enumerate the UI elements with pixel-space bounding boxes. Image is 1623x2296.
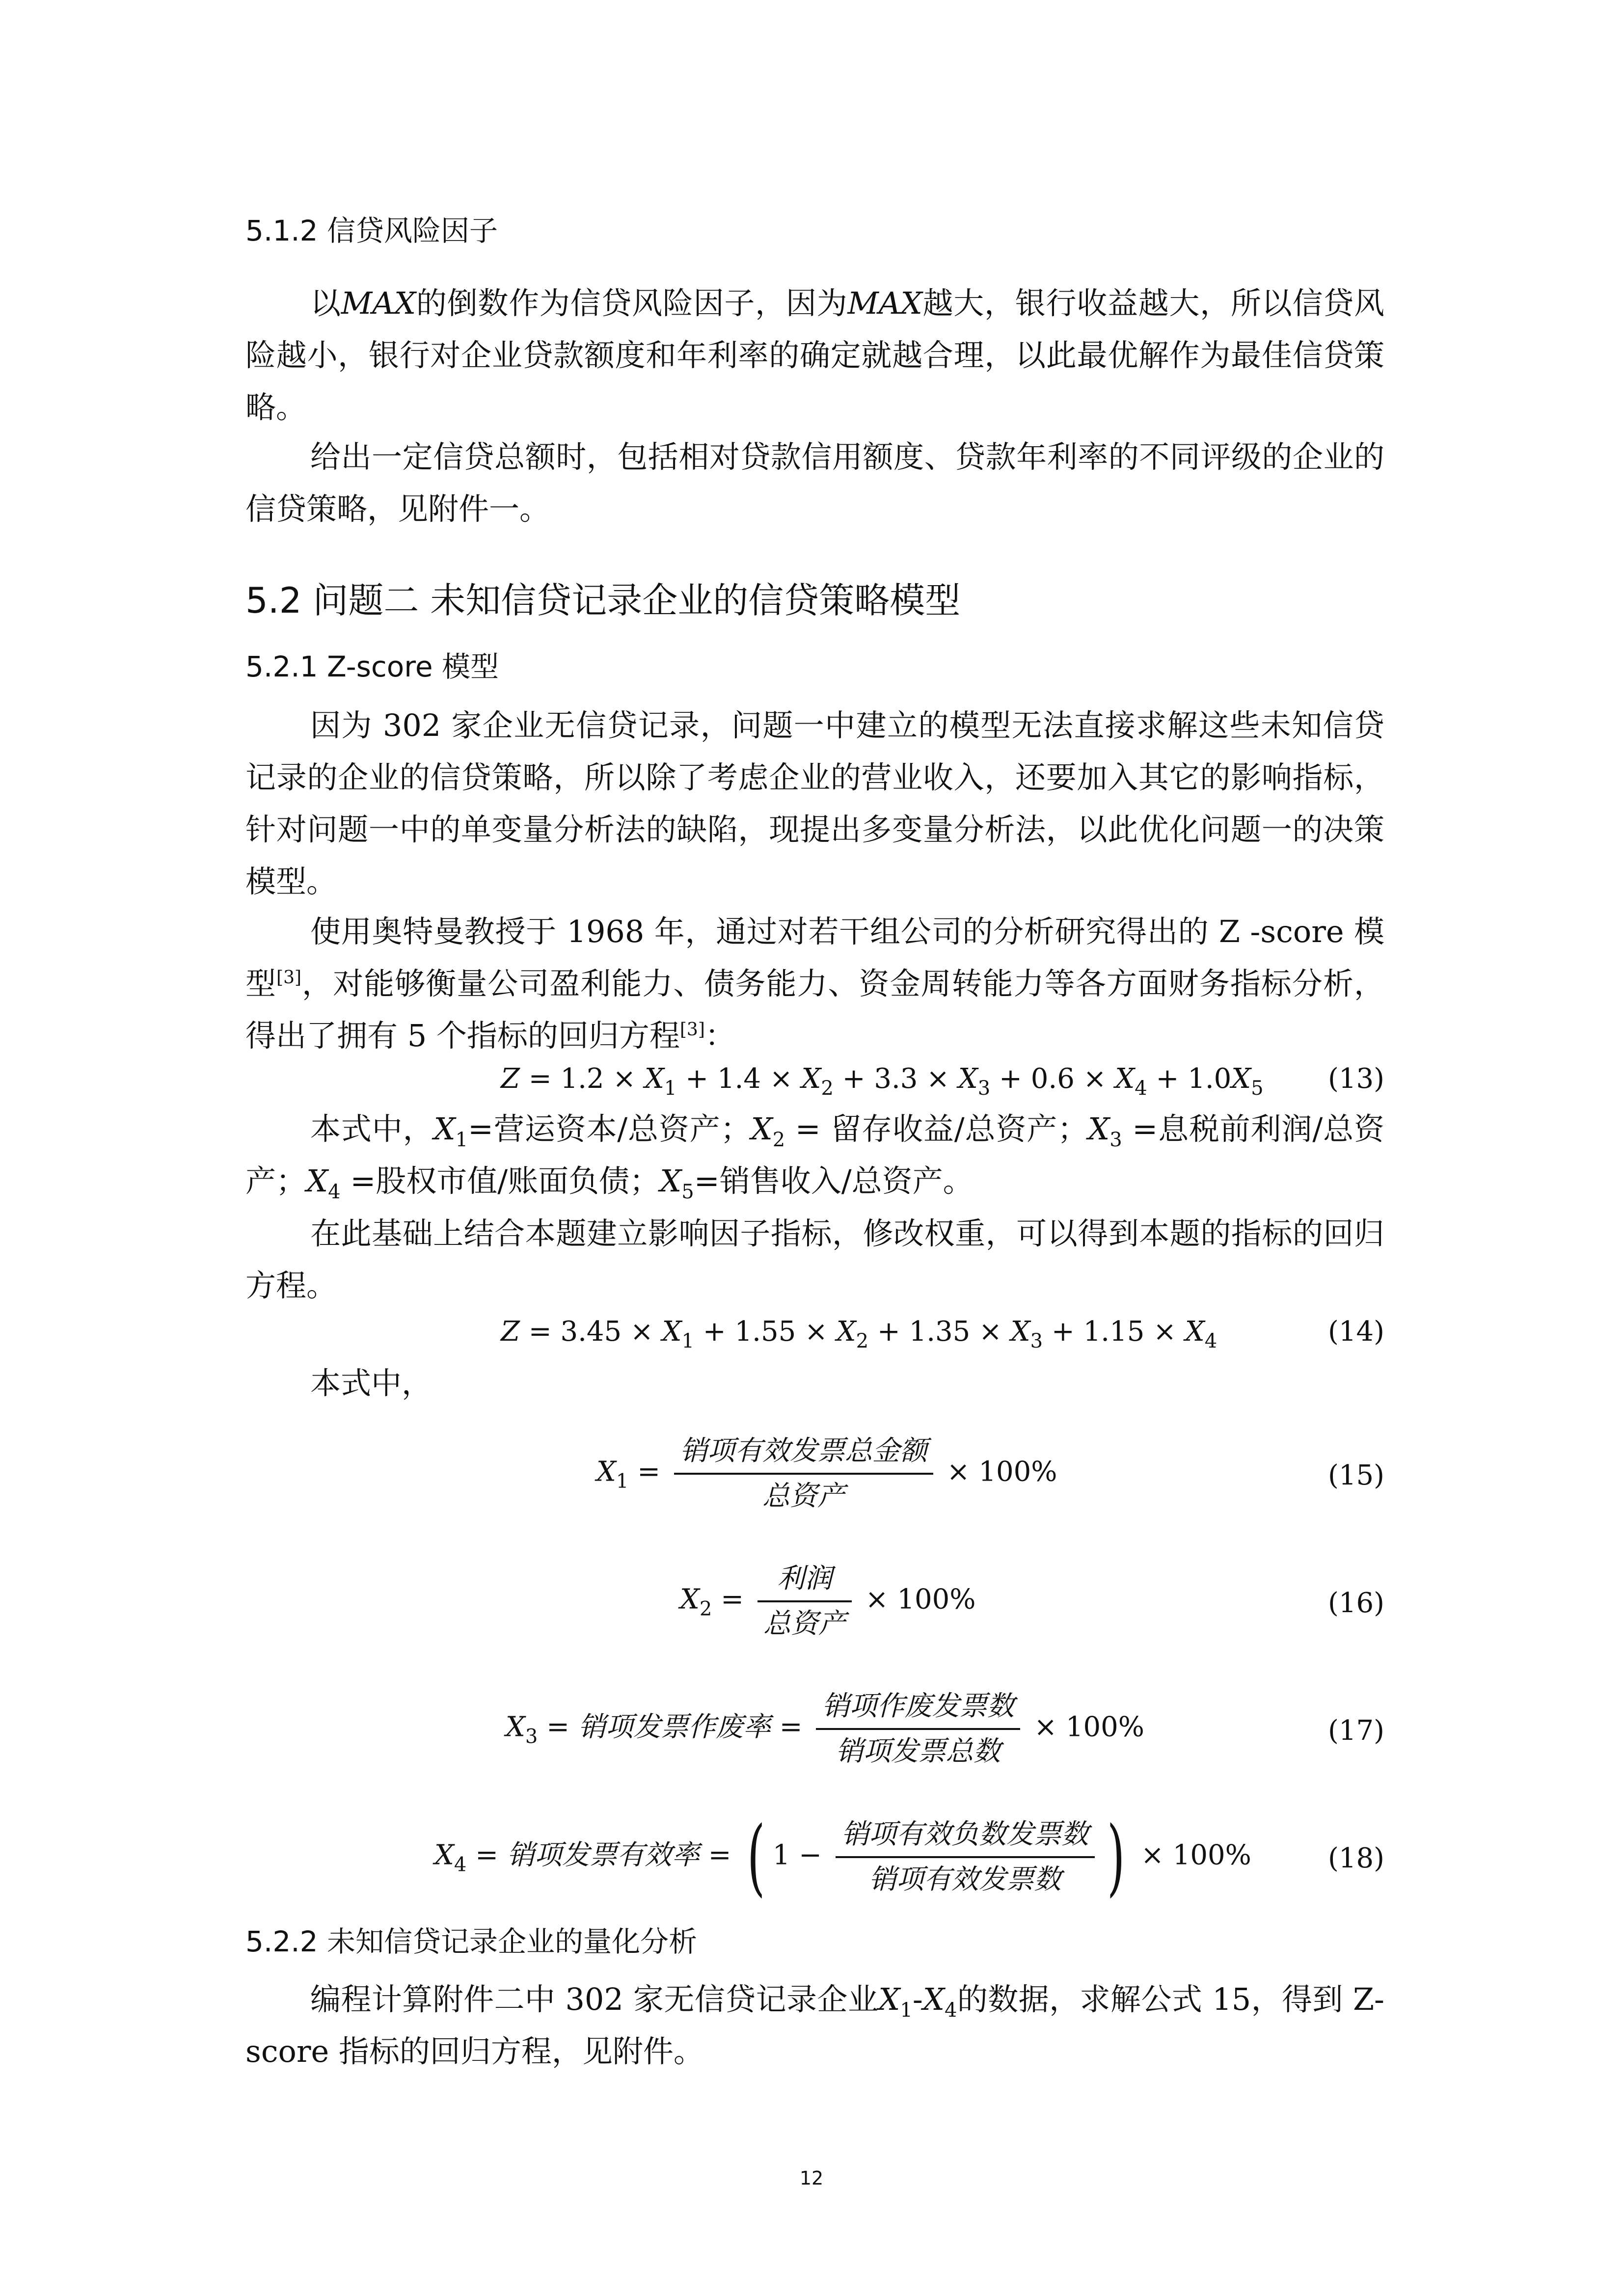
paragraph-credit-risk-factor (245, 277, 1384, 433)
denominator: 总资产 (763, 1608, 846, 1640)
subscript: 1 (900, 1999, 913, 2022)
text: =股权市值/账面负债； (340, 1163, 660, 1199)
text: 编程计算附件二中 302 家无信贷记录企业 (310, 1981, 879, 2017)
left-paren: ( (747, 1809, 765, 1906)
text: =营运资本/总资产； (468, 1111, 751, 1147)
math-max: MAX (847, 285, 922, 321)
term: × 100% (1132, 1839, 1251, 1871)
paragraph-modified-weights: 在此基础上结合本题建立影响因子指标，修改权重，可以得到本题的指标的回归方程。 (245, 1216, 1384, 1303)
term: × 100% (938, 1456, 1057, 1488)
term: + 3.3 × (833, 1063, 958, 1095)
text: 越大，银行收益越大，所以信贷风险越小，银行对企业贷款额度和年利率的确定就越合理，以此最优解作为最佳信贷策略。 (245, 285, 1384, 425)
fraction (816, 1688, 1020, 1770)
equation-18 (434, 1809, 1251, 1906)
equation-14 (501, 1313, 1217, 1351)
var-x: X (751, 1111, 773, 1147)
section-heading-5-2-1: 5.2.1 Z-score 模型 (245, 650, 499, 683)
subscript: 3 (1109, 1129, 1122, 1151)
subscript: 4 (1204, 1330, 1217, 1352)
term: = 1.2 × (519, 1063, 645, 1095)
text: - (912, 1981, 923, 2017)
denominator: 销项发票总数 (836, 1735, 1001, 1767)
var-x: X (645, 1063, 664, 1095)
var-x: X (506, 1711, 525, 1743)
equals: = (712, 1583, 753, 1616)
equals: = (538, 1711, 578, 1743)
text: 本式中， (310, 1111, 434, 1147)
equals: = (699, 1839, 740, 1871)
var-x: X (433, 1111, 456, 1147)
equation-number-14: (14) (1328, 1316, 1384, 1348)
text: 的数据，求解公式 15，得到 Z-score 指标的回归方程，见附件。 (245, 1981, 1384, 2069)
denominator: 销项有效发票数 (868, 1864, 1061, 1895)
section-heading-5-1-2: 5.1.2 信贷风险因子 (245, 214, 498, 247)
paragraph-variable-definitions (245, 1103, 1384, 1207)
subscript: 1 (455, 1129, 468, 1151)
var-x: X (1185, 1316, 1205, 1348)
fraction (674, 1432, 933, 1515)
equation-number-15: (15) (1328, 1459, 1384, 1491)
term: + 0.6 × (990, 1063, 1115, 1095)
var-x: X (1088, 1111, 1110, 1147)
right-paren: ) (1107, 1809, 1125, 1906)
paragraph-quantitative-analysis (245, 1973, 1384, 2078)
term: × 100% (1025, 1711, 1145, 1743)
text: 以 (310, 285, 341, 321)
var-x: X (660, 1163, 682, 1199)
var-z: Z (501, 1063, 520, 1095)
numerator: 利润 (757, 1560, 852, 1602)
text: 的倒数作为信贷风险因子，因为 (416, 285, 848, 321)
subscript: 5 (1251, 1077, 1264, 1100)
subscript: 1 (616, 1470, 629, 1493)
term: = 3.45 × (519, 1316, 662, 1348)
paragraph-where: 本式中， (310, 1365, 433, 1401)
paragraph-credit-strategy-attachment: 给出一定信贷总额时，包括相对贷款信用额度、贷款年利率的不同评级的企业的信贷策略，见附件一。 (245, 439, 1384, 527)
equation-number-17: (17) (1328, 1715, 1384, 1747)
var-x: X (922, 1981, 945, 2017)
term: + 1.4 × (676, 1063, 802, 1095)
paragraph-zscore-intro: 因为 302 家企业无信贷记录，问题一中建立的模型无法直接求解这些未知信贷记录的企业的信贷策略，所以除了考虑企业的营业收入，还要加入其它的影响指标，针对问题一中的单变量分析法的缺陷，现提出多变量分析法，以此优化问题一的决策模型。 (245, 707, 1384, 899)
subscript: 2 (821, 1077, 834, 1100)
term: + 1.0 (1147, 1063, 1232, 1095)
text: ，对能够衡量公司盈利能力、债务能力、资金周转能力等各方面财务指标分析，得出了拥有 5 个指标的回归方程 (245, 966, 1384, 1053)
var-x: X (801, 1063, 821, 1095)
subscript: 3 (977, 1077, 991, 1100)
paragraph-altman-model (245, 906, 1384, 1062)
numerator: 销项作废发票数 (816, 1688, 1020, 1730)
equation-number-18: (18) (1328, 1842, 1384, 1874)
equation-number-16: (16) (1328, 1587, 1384, 1619)
section-heading-5-2-2: 5.2.2 未知信贷记录企业的量化分析 (245, 1925, 698, 1958)
var-x: X (1010, 1316, 1030, 1348)
var-x: X (596, 1456, 616, 1488)
var-z: Z (501, 1316, 520, 1348)
var-x: X (836, 1316, 856, 1348)
subscript: 4 (944, 1999, 957, 2022)
subscript: 2 (856, 1330, 869, 1352)
term: 销项发票作废率 (578, 1711, 771, 1743)
equals: = (466, 1839, 507, 1871)
section-heading-5-2: 5.2 问题二 未知信贷记录企业的信贷策略模型 (245, 580, 961, 621)
subscript: 1 (664, 1077, 677, 1100)
var-x: X (662, 1316, 682, 1348)
term: + 1.15 × (1043, 1316, 1185, 1348)
equation-16 (680, 1560, 975, 1643)
text: =销售收入/总资产。 (694, 1163, 974, 1199)
var-x: X (878, 1981, 900, 2017)
equals: = (628, 1456, 669, 1488)
subscript: 4 (454, 1853, 467, 1876)
var-x: X (958, 1063, 978, 1095)
subscript: 4 (1135, 1077, 1147, 1100)
text: 使用奥特曼教授于 1968 年，通过对若干组公司的分析研究得出的 Z -score 模型 (245, 914, 1384, 1001)
citation: [3] (276, 968, 302, 988)
var-x: X (306, 1163, 328, 1199)
subscript: 3 (525, 1725, 538, 1748)
subscript: 3 (1030, 1330, 1043, 1352)
var-x: X (434, 1839, 454, 1871)
var-x: X (1231, 1063, 1251, 1095)
subscript: 5 (681, 1181, 694, 1203)
fraction (836, 1816, 1095, 1898)
term: × 100% (856, 1583, 976, 1616)
term: + 1.55 × (694, 1316, 837, 1348)
equals: = (770, 1711, 812, 1743)
subscript: 1 (681, 1330, 694, 1352)
equation-13 (501, 1060, 1264, 1098)
subscript: 4 (328, 1181, 341, 1203)
term: 1 − (772, 1839, 831, 1871)
math-max: MAX (341, 285, 416, 321)
text: =息税前利润/总资产； (245, 1111, 1384, 1199)
equation-number-13: (13) (1328, 1063, 1384, 1095)
term: + 1.35 × (868, 1316, 1011, 1348)
subscript: 2 (699, 1597, 712, 1621)
text: ： (704, 1018, 735, 1053)
subscript: 2 (772, 1129, 785, 1151)
fraction (757, 1560, 852, 1643)
page-number: 12 (799, 2167, 824, 2189)
var-x: X (1115, 1063, 1135, 1095)
var-x: X (680, 1583, 700, 1616)
numerator: 销项有效负数发票数 (836, 1816, 1095, 1858)
equation-15 (596, 1432, 1057, 1515)
text: = 留存收益/总资产； (785, 1111, 1088, 1147)
equation-17 (506, 1688, 1144, 1770)
numerator: 销项有效发票总金额 (674, 1432, 933, 1475)
term: 销项发票有效率 (507, 1839, 700, 1871)
citation: [3] (679, 1020, 705, 1040)
denominator: 总资产 (762, 1480, 845, 1512)
